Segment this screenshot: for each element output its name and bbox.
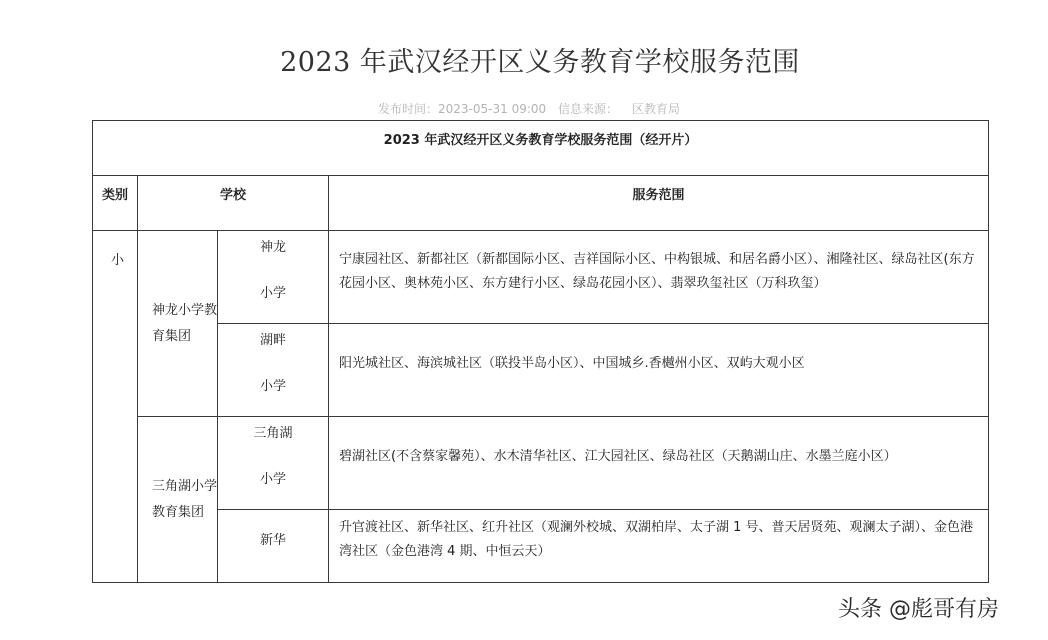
group-cell-sanjiaohu: 三角湖小学教育集团	[138, 417, 218, 583]
service-range-table	[92, 120, 989, 583]
watermark-text: 头条 @彪哥有房	[838, 597, 999, 622]
page-title: 2023 年武汉经开区义务教育学校服务范围	[280, 47, 800, 78]
area-cell: 阳光城社区、海滨城社区（联投半岛小区）、中国城乡.香樾州小区、双屿大观小区	[329, 324, 989, 417]
area-cell: 升官渡社区、新华社区、红升社区（观澜外校城、双湖柏岸、太子湖 1 号、普天居贤苑、观澜太子湖）、金色港湾社区（金色港湾 4 期、中恒云天）	[329, 510, 989, 583]
school-cell: 新华	[218, 510, 329, 583]
table-row	[93, 231, 989, 324]
header-school: 学校	[138, 176, 329, 231]
area-cell: 宁康园社区、新都社区（新都国际小区、吉祥国际小区、中构银城、和居名爵小区）、湘隆社区、绿岛社区(东方花园小区、奥林苑小区、东方建行小区、绿岛花园小区）、翡翠玖玺社区（万科玖玺）	[329, 231, 989, 324]
table-caption: 2023 年武汉经开区义务教育学校服务范围（经开片）	[93, 121, 989, 176]
header-area: 服务范围	[329, 176, 989, 231]
school-cell: 湖畔 小学	[218, 324, 329, 417]
publish-meta	[378, 100, 688, 117]
school-cell: 神龙 小学	[218, 231, 329, 324]
table-row	[93, 510, 989, 583]
group-cell-shenlong: 神龙小学教育集团	[138, 231, 218, 417]
header-category: 类别	[93, 176, 138, 231]
publish-label: 发布时间：2023-05-31 09:00	[378, 102, 547, 116]
table-row	[93, 324, 989, 417]
source-label: 信息来源： 区教育局	[557, 102, 681, 116]
area-cell: 碧湖社区(不含蔡家馨苑）、水木清华社区、江大园社区、绿岛社区（天鹅湖山庄、水墨兰庭小区）	[329, 417, 989, 510]
category-cell: 小	[93, 231, 138, 583]
table-row	[93, 417, 989, 510]
school-cell: 三角湖 小学	[218, 417, 329, 510]
